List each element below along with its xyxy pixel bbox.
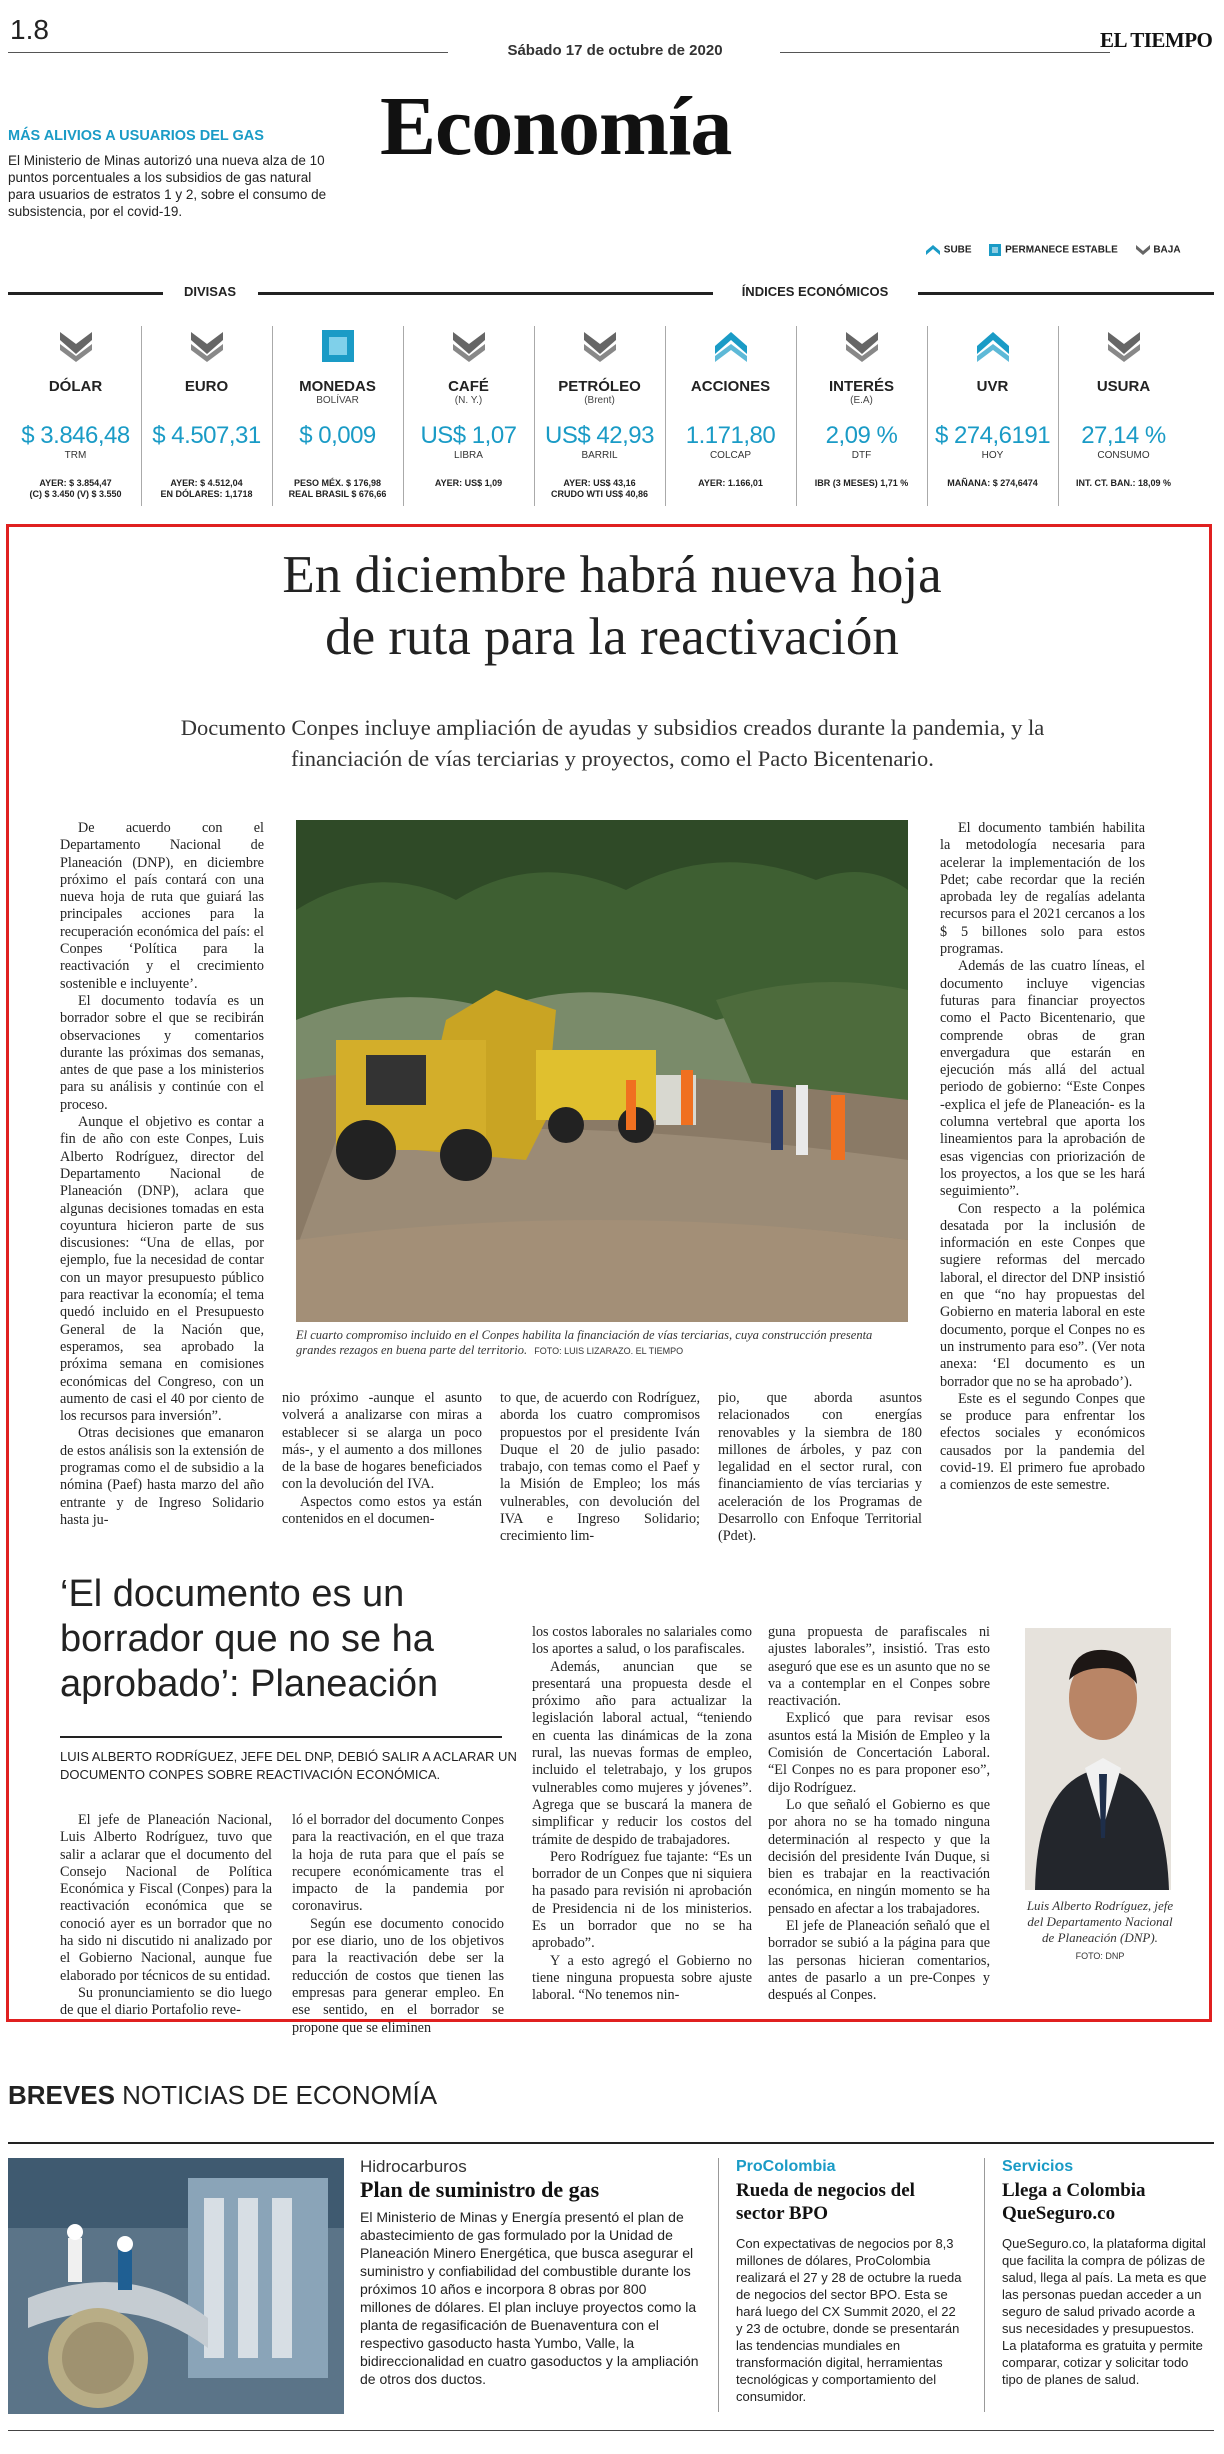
- sidebar-deck: LUIS ALBERTO RODRÍGUEZ, JEFE DEL DNP, DEBIÓ SALIR A ACLARAR UN DOCUMENTO CONPES SOBRE REACTIVACIÓN ECONÓMICA.: [60, 1749, 517, 1782]
- sidebar-col-2: [292, 1812, 504, 2037]
- indicator-name: ACCIONES: [690, 378, 771, 395]
- paragraph: Además de las cuatro líneas, el documento incluye vigencias futuras para financiar proyectos como el Pacto Bicentenario, que comprende obras de gran envergadura que estarán en ejecución más allá del actual periodo de gobierno: “Este Conpes -explica el jefe de Planeación- es la columna vertebral que aporta los lineamientos para la aprobación de esas vigencias con priorización de los proyectos, a los que se les hará seguimiento”.: [940, 958, 1145, 1200]
- portrait-caption: [1025, 1898, 1175, 1964]
- sidebar-headline-line-1: ‘El documento es un: [60, 1573, 405, 1615]
- paragraph: El documento todavía es un borrador sobre el que se recibirán observaciones y comentarios durante las próximas dos semanas, antes de que pase a los ministerios para su análisis y continúe con el proceso.: [60, 992, 264, 1113]
- paragraph: El documento también habilita la metodología necesaria para acelerar la implementación de los Pdet; cabe recordar que la recién aprobada ley de regalías adelanta recursos para el 2021 cercanos a los $ 5 billones solo para estos programas.: [940, 820, 1145, 958]
- breve-2-kicker: ProColombia: [736, 2158, 836, 2175]
- paragraph: El jefe de Planeación señaló que el borrador se subió a la página para que las personas hicieran comentarios, antes de pasarlo a un pre-Conpes y después al Conpes.: [768, 1918, 990, 2004]
- indicator-3: [403, 320, 534, 510]
- paragraph: Lo que señaló el Gobierno es que por ahora no se ha tomado ninguna determinación al respecto y que la decisión del presidente Iván Duque, si bien es trabajar en la reactivación económica, en ningún momento se ha pensado en afectar a los trabajadores.: [768, 1796, 990, 1917]
- paragraph: pio, que aborda asuntos relacionados con energías renovables y la siembra de 180 millones de árboles, y paz con legalidad en el sector rural, con financiamiento de vías terciarias y aceleración de los Programas de Desarrollo con Enfoque Territorial (Pdet).: [718, 1390, 922, 1545]
- main-headline-line-2: de ruta para la reactivación: [325, 608, 899, 666]
- indicator-name: DÓLAR: [48, 378, 103, 395]
- arrow-down-icon: [582, 328, 618, 364]
- indicator-1: [141, 320, 272, 510]
- paragraph: Según ese documento conocido por ese diario, uno de los objetivos para la reactivación debe ser la reducción de costos que tienen las empresas para generar empleo. En ese sentido, en el borrador se propone que se eliminen: [292, 1915, 504, 2036]
- paragraph: Pero Rodríguez fue tajante: “Es un borrador de un Conpes que ni siquiera ha pasado para revisión ni aprobación de Presidencia ni de los ministerios. Es un borrador que no se ha aprobado”.: [532, 1848, 752, 1952]
- sidebar-headline-line-2: borrador que no se ha: [60, 1618, 434, 1660]
- breves-label-rest: NOTICIAS DE ECONOMÍA: [122, 2080, 438, 2110]
- indicator-footnote-line: EN DÓLARES: 1,1718: [160, 489, 253, 499]
- paragraph: Y a esto agregó el Gobierno no tiene ninguna propuesta sobre ajuste laboral. “No tenemos nin-: [532, 1952, 752, 2004]
- indicator-name: USURA: [1096, 378, 1151, 395]
- indicator-7: [927, 320, 1058, 510]
- indicator-name: MONEDAS: [299, 378, 376, 395]
- indicator-footnote-line: MAÑANA: $ 274,6474: [947, 478, 1038, 488]
- indicator-name: PETRÓLEO: [558, 378, 641, 395]
- band-rule-right: [918, 292, 1214, 295]
- indicator-footnote-line: INT. CT. BAN.: 18,09 %: [1075, 478, 1172, 488]
- arrow-down-icon: [1135, 244, 1151, 256]
- indicator-separator: [665, 326, 666, 506]
- paragraph: los costos laborales no salariales como los aportes a salud, o los parafiscales.: [532, 1624, 752, 1658]
- breve-1-text: El Ministerio de Minas y Energía presentó el plan de abastecimiento de gas formulado por la Unidad de Planeación Minero Energética, que busca asegurar el suministro y confiabilidad del combustible durante los próximos 10 años e incorpora 8 obras por 800 millones de dólares. El plan incluye proyectos como la planta de regasificación de Buenaventura con el respectivo gasoducto hasta Yumbo, Valle, la bidireccionalidad en cuatro gasoductos y la ampliación de otros dos ductos.: [360, 2209, 699, 2387]
- indicator-value: 1.171,80: [685, 422, 776, 449]
- indicator-name: CAFÉ: [448, 378, 489, 395]
- breves-rule: [8, 2142, 1214, 2144]
- main-col-2: [282, 1390, 482, 1528]
- indicator-separator: [534, 326, 535, 506]
- indicator-unit: LIBRA: [454, 450, 483, 461]
- main-deck: Documento Conpes incluye ampliación de ayudas y subsidios creados durante la pandemia, y la financiación de vías terciarias y proyectos, como el Pacto Bicentenario.: [180, 715, 1045, 771]
- indicator-name: EURO: [184, 378, 229, 395]
- brand-logo: EL TIEMPO: [1100, 28, 1213, 52]
- header-rule-left: [8, 52, 448, 53]
- portrait-photo: [1025, 1628, 1171, 1890]
- indicator-6: [796, 320, 927, 510]
- paragraph: Este es el segundo Conpes que se produce para enfrentar los efectos sociales y económicos causados por la pandemia del covid-19. El primero fue aprobado a comienzos de este semestre.: [940, 1390, 1145, 1494]
- legend-stable-label: PERMANECE ESTABLE: [1005, 244, 1118, 256]
- main-headline: [20, 544, 1204, 668]
- breves-label-bold: BREVES: [8, 2080, 115, 2110]
- sidebar-headline: [60, 1572, 600, 1707]
- main-col-3: [500, 1390, 700, 1546]
- breve-divider-2: [984, 2158, 985, 2412]
- indicator-separator: [796, 326, 797, 506]
- page-number: 1.8: [10, 14, 49, 45]
- indicator-sub: [665, 395, 796, 406]
- indicator-footnote: [403, 478, 534, 489]
- arrow-up-icon: [975, 328, 1011, 364]
- road-construction-illustration: [296, 820, 908, 1322]
- indicator-footnote-line: REAL BRASIL $ 676,66: [288, 489, 387, 499]
- breve-2-text: Con expectativas de negocios por 8,3 millones de dólares, ProColombia realizará el 27 y 28 de octubre la rueda de negocios del sector BPO. Esta se hará luego del CX Summit 2020, el 22 y 23 de octubre, donde se presentarán las tendencias mundiales en transformación digital, herramientas tecnológicas y comportamiento del consumidor.: [736, 2236, 962, 2404]
- indicator-sub: [927, 395, 1058, 406]
- paragraph: Aunque el objetivo es contar a fin de año con este Conpes, Luis Alberto Rodríguez, director del Departamento Nacional de Planeación (DNP), aclara que algunas decisiones tomadas en esta coyuntura hicieron parte de sus discusiones: “Una de ellas, por ejemplo, fue la necesidad de contar con un mayor presupuesto público para reactivar la economía; el tema quedó incluido en el Presupuesto General de la Nación que, esperamos, sea aprobado la próxima semana en comisiones económicas del Congreso, con un aumento de casi el 40 por ciento de los recursos para inversión”.: [60, 1114, 264, 1425]
- breve-1: [360, 2158, 700, 2388]
- arrow-down-icon: [58, 328, 94, 364]
- indicator-5: [665, 320, 796, 510]
- indicator-unit: TRM: [64, 450, 87, 461]
- indicator-value: $ 274,6191: [934, 422, 1051, 449]
- footer-rule: [8, 2430, 1214, 2431]
- indicator-footnote: [10, 478, 141, 500]
- stable-icon: [320, 328, 356, 364]
- legend-up-label: SUBE: [943, 244, 972, 256]
- gas-plant-photo: [8, 2158, 344, 2414]
- main-col-1: [60, 820, 264, 1529]
- indicator-unit: DTF: [851, 450, 872, 461]
- paragraph: Otras decisiones que emanaron de estos análisis son la extensión de programas como el de subsidio a la nómina (Paef) hasta marzo del año entrante y de Ingreso Solidario hasta ju-: [60, 1425, 264, 1528]
- indicator-name: INTERÉS: [828, 378, 894, 395]
- indicator-footnote: [1058, 478, 1189, 489]
- band-divisas: DIVISAS: [183, 284, 236, 299]
- main-headline-line-1: En diciembre habrá nueva hoja: [282, 546, 942, 604]
- photo-caption-text: El cuarto compromiso incluido en el Conpes habilita la financiación de vías terciarias, cuya construcción presenta grandes rezagos en buena parte del territorio.: [296, 1328, 873, 1357]
- band-indices: ÍNDICES ECONÓMICOS: [741, 284, 889, 299]
- indicator-footnote: [272, 478, 403, 500]
- paragraph: Su pronunciamiento se dio luego de que el diario Portafolio reve-: [60, 1984, 272, 2019]
- indicator-value: $ 4.507,31: [152, 422, 261, 449]
- breve-2-title: Rueda de negocios del sector BPO: [736, 2180, 915, 2224]
- portrait-caption-text: Luis Alberto Rodríguez, jefe del Departamento Nacional de Planeación (DNP).: [1026, 1898, 1174, 1945]
- indicator-separator: [272, 326, 273, 506]
- arrow-up-icon: [713, 328, 749, 364]
- indicator-separator: [1058, 326, 1059, 506]
- indicator-value: $ 3.846,48: [21, 422, 130, 449]
- arrow-down-icon: [1106, 328, 1142, 364]
- paragraph: Además, anuncian que se presentará una propuesta desde el próximo año para actualizar la legislación laboral actual, “teniendo en cuenta las dinámicas de la zona rural, las nuevas formas de empleo, incluido el teletrabajo, y los grupos vulnerables como mujeres y jóvenes”. Agrega que se buscará la manera de simplificar y reducir los costos del trámite de despido de trabajadores.: [532, 1658, 752, 1848]
- teaser-text: El Ministerio de Minas autorizó una nueva alza de 10 puntos porcentuales a los subsidios de gas natural para usuarios de estratos 1 y 2, sobre el consumo de subsistencia, por el covid-19.: [8, 153, 327, 219]
- sidebar-rule: [60, 1736, 502, 1738]
- indicator-name: UVR: [976, 378, 1009, 395]
- breves-label: [8, 2080, 437, 2111]
- indicator-value: 27,14 %: [1081, 422, 1166, 449]
- indicator-footnote-line: AYER: US$ 1,09: [434, 478, 503, 488]
- sidebar-col-4: [768, 1624, 990, 2005]
- indicator-sub: BOLÍVAR: [316, 395, 359, 406]
- breve-3-kicker: Servicios: [1002, 2158, 1074, 2175]
- main-col-5: [940, 820, 1145, 1495]
- indicator-footnote: [665, 478, 796, 489]
- paragraph: El jefe de Planeación Nacional, Luis Alberto Rodríguez, tuvo que salir a aclarar que el documento del Consejo Nacional de Política Económica y Fiscal (Conpes) para la reactivación económica que se conoció ayer es un borrador que no ha sido ni discutido ni analizado por el Gobierno Nacional, aunque fue elaborado por técnicos de su entidad.: [60, 1812, 272, 1984]
- paragraph: nio próximo -aunque el asunto volverá a analizarse con miras a establecer si se alarga un poco más-, y el aumento a dos millones de la base de hogares beneficiados con la devolución del IVA.: [282, 1390, 482, 1493]
- indicator-sub: (N. Y.): [454, 395, 483, 406]
- arrow-up-icon: [925, 244, 941, 256]
- indicator-value: US$ 1,07: [420, 422, 517, 449]
- arrow-down-icon: [451, 328, 487, 364]
- indicator-footnote-line: AYER: 1.166,01: [698, 478, 763, 488]
- indicator-value: 2,09 %: [825, 422, 898, 449]
- section-title: Economía: [380, 80, 732, 173]
- legend-down-label: BAJA: [1153, 244, 1181, 256]
- indicator-footnote-line: AYER: $ 4.512,04: [170, 478, 243, 488]
- sidebar-col-1: [60, 1812, 272, 2020]
- breve-2: [736, 2158, 964, 2405]
- indicator-unit: HOY: [981, 450, 1004, 461]
- portrait-illustration: [1025, 1628, 1171, 1890]
- header-rule-right: [780, 52, 1110, 53]
- indicator-value: US$ 42,93: [545, 422, 654, 449]
- band-rule-left: [8, 292, 163, 295]
- sidebar-headline-line-3: aprobado’: Planeación: [60, 1663, 439, 1705]
- indicator-sub: (Brent): [584, 395, 615, 406]
- trend-legend: [925, 243, 1181, 257]
- paragraph: Aspectos como estos ya están contenidos en el documen-: [282, 1493, 482, 1528]
- sidebar-col-3: [532, 1624, 752, 2005]
- indicator-footnote-line: AYER: $ 3.854,47: [39, 478, 112, 488]
- breve-divider-1: [718, 2158, 719, 2412]
- indicator-sub: [1058, 395, 1189, 406]
- photo-credit: FOTO: LUIS LIZARAZO. EL TIEMPO: [534, 1346, 684, 1356]
- indicator-separator: [927, 326, 928, 506]
- indicator-footnote: [141, 478, 272, 500]
- road-construction-photo: [296, 820, 908, 1322]
- indicator-sub: (E.A): [850, 395, 873, 406]
- paragraph: guna propuesta de parafiscales ni ajustes laborales”, insistió. Tras esto aseguró que ese es un asunto que no se va a contemplar en el Conpes sobre reactivación.: [768, 1624, 990, 1710]
- indicator-unit: COLCAP: [709, 450, 752, 461]
- indicator-footnote: [927, 478, 1058, 489]
- indicator-value: $ 0,009: [299, 422, 376, 449]
- main-col-4: [718, 1390, 922, 1546]
- breve-3-title: Llega a Colombia QueSeguro.co: [1002, 2180, 1146, 2224]
- indicator-footnote-line: AYER: US$ 43,16: [563, 478, 636, 488]
- gas-plant-illustration: [8, 2158, 344, 2414]
- paragraph: ló el borrador del documento Conpes para la reactivación, en el que traza la hoja de ruta para que el país se recupere económicamente tras el impacto de la pandemia por coronavirus.: [292, 1812, 504, 1915]
- photo-caption: [296, 1328, 908, 1359]
- portrait-credit: FOTO: DNP: [1075, 1951, 1125, 1961]
- indicator-sub: [141, 395, 272, 406]
- indicator-2: [272, 320, 403, 510]
- indicator-8: [1058, 320, 1189, 510]
- indicator-unit: BARRIL: [581, 450, 618, 461]
- indicator-sub: [10, 395, 141, 406]
- issue-date: Sábado 17 de octubre de 2020: [507, 42, 723, 59]
- breve-3-text: QueSeguro.co, la plataforma digital que facilita la compra de pólizas de salud, llega al país. La meta es que las personas puedan acceder a un seguro de salud privado acorde a sus necesidades y presupuestos. La plataforma es gratuita y permite comparar, cotizar y solicitar todo tipo de planes de salud.: [1002, 2236, 1207, 2387]
- indicator-unit: CONSUMO: [1097, 450, 1150, 461]
- arrow-down-icon: [844, 328, 880, 364]
- arrow-down-icon: [189, 328, 225, 364]
- breve-1-kicker: Hidrocarburos: [360, 2157, 467, 2176]
- indicator-footnote: [796, 478, 927, 489]
- breve-3: [1002, 2158, 1210, 2388]
- indicator-4: [534, 320, 665, 510]
- band-rule-mid: [258, 292, 713, 295]
- teaser-kicker: MÁS ALIVIOS A USUARIOS DEL GAS: [8, 128, 264, 144]
- indicator-footnote: [534, 478, 665, 500]
- paragraph: to que, de acuerdo con Rodríguez, aborda los cuatro compromisos propuestos por el presidente Iván Duque el 20 de julio pasado: trabajo, con temas como el Paef y la Misión de Empleo; los más vulnerables, con devolución del IVA e Ingreso Solidario; crecimiento lim-: [500, 1390, 700, 1545]
- paragraph: De acuerdo con el Departamento Nacional de Planeación (DNP), en diciembre próximo el país contará con una nueva hoja de ruta que guiará las principales acciones para la recuperación económica del país: el Conpes ‘Política para la reactivación y el crecimiento sostenible e incluyente’.: [60, 820, 264, 992]
- stable-icon: [988, 243, 1002, 257]
- indicator-separator: [141, 326, 142, 506]
- breve-1-title: Plan de suministro de gas: [360, 2177, 600, 2202]
- indicator-footnote-line: CRUDO WTI US$ 40,86: [550, 489, 649, 499]
- indicator-footnote-line: (C) $ 3.450 (V) $ 3.550: [29, 489, 122, 499]
- indicator-separator: [403, 326, 404, 506]
- indicator-footnote-line: IBR (3 MESES) 1,71 %: [814, 478, 909, 488]
- indicator-footnote-line: PESO MÉX. $ 176,98: [293, 478, 382, 488]
- paragraph: Con respecto a la polémica desatada por la inclusión de información en este Conpes que sugiere reformas del mercado laboral, el director del DNP insistió en que “no hay propuestas del Gobierno en materia laboral en este documento, porque el Conpes no es un instrumento para eso”. (Ver nota anexa: ‘El documento es un borrador que no se ha aprobado’).: [940, 1200, 1145, 1390]
- indicator-0: [10, 320, 141, 510]
- paragraph: Explicó que para revisar esos asuntos está la Misión de Empleo y la Comisión de Concertación Laboral. “El Conpes no es para proponer eso”, dijo Rodríguez.: [768, 1710, 990, 1796]
